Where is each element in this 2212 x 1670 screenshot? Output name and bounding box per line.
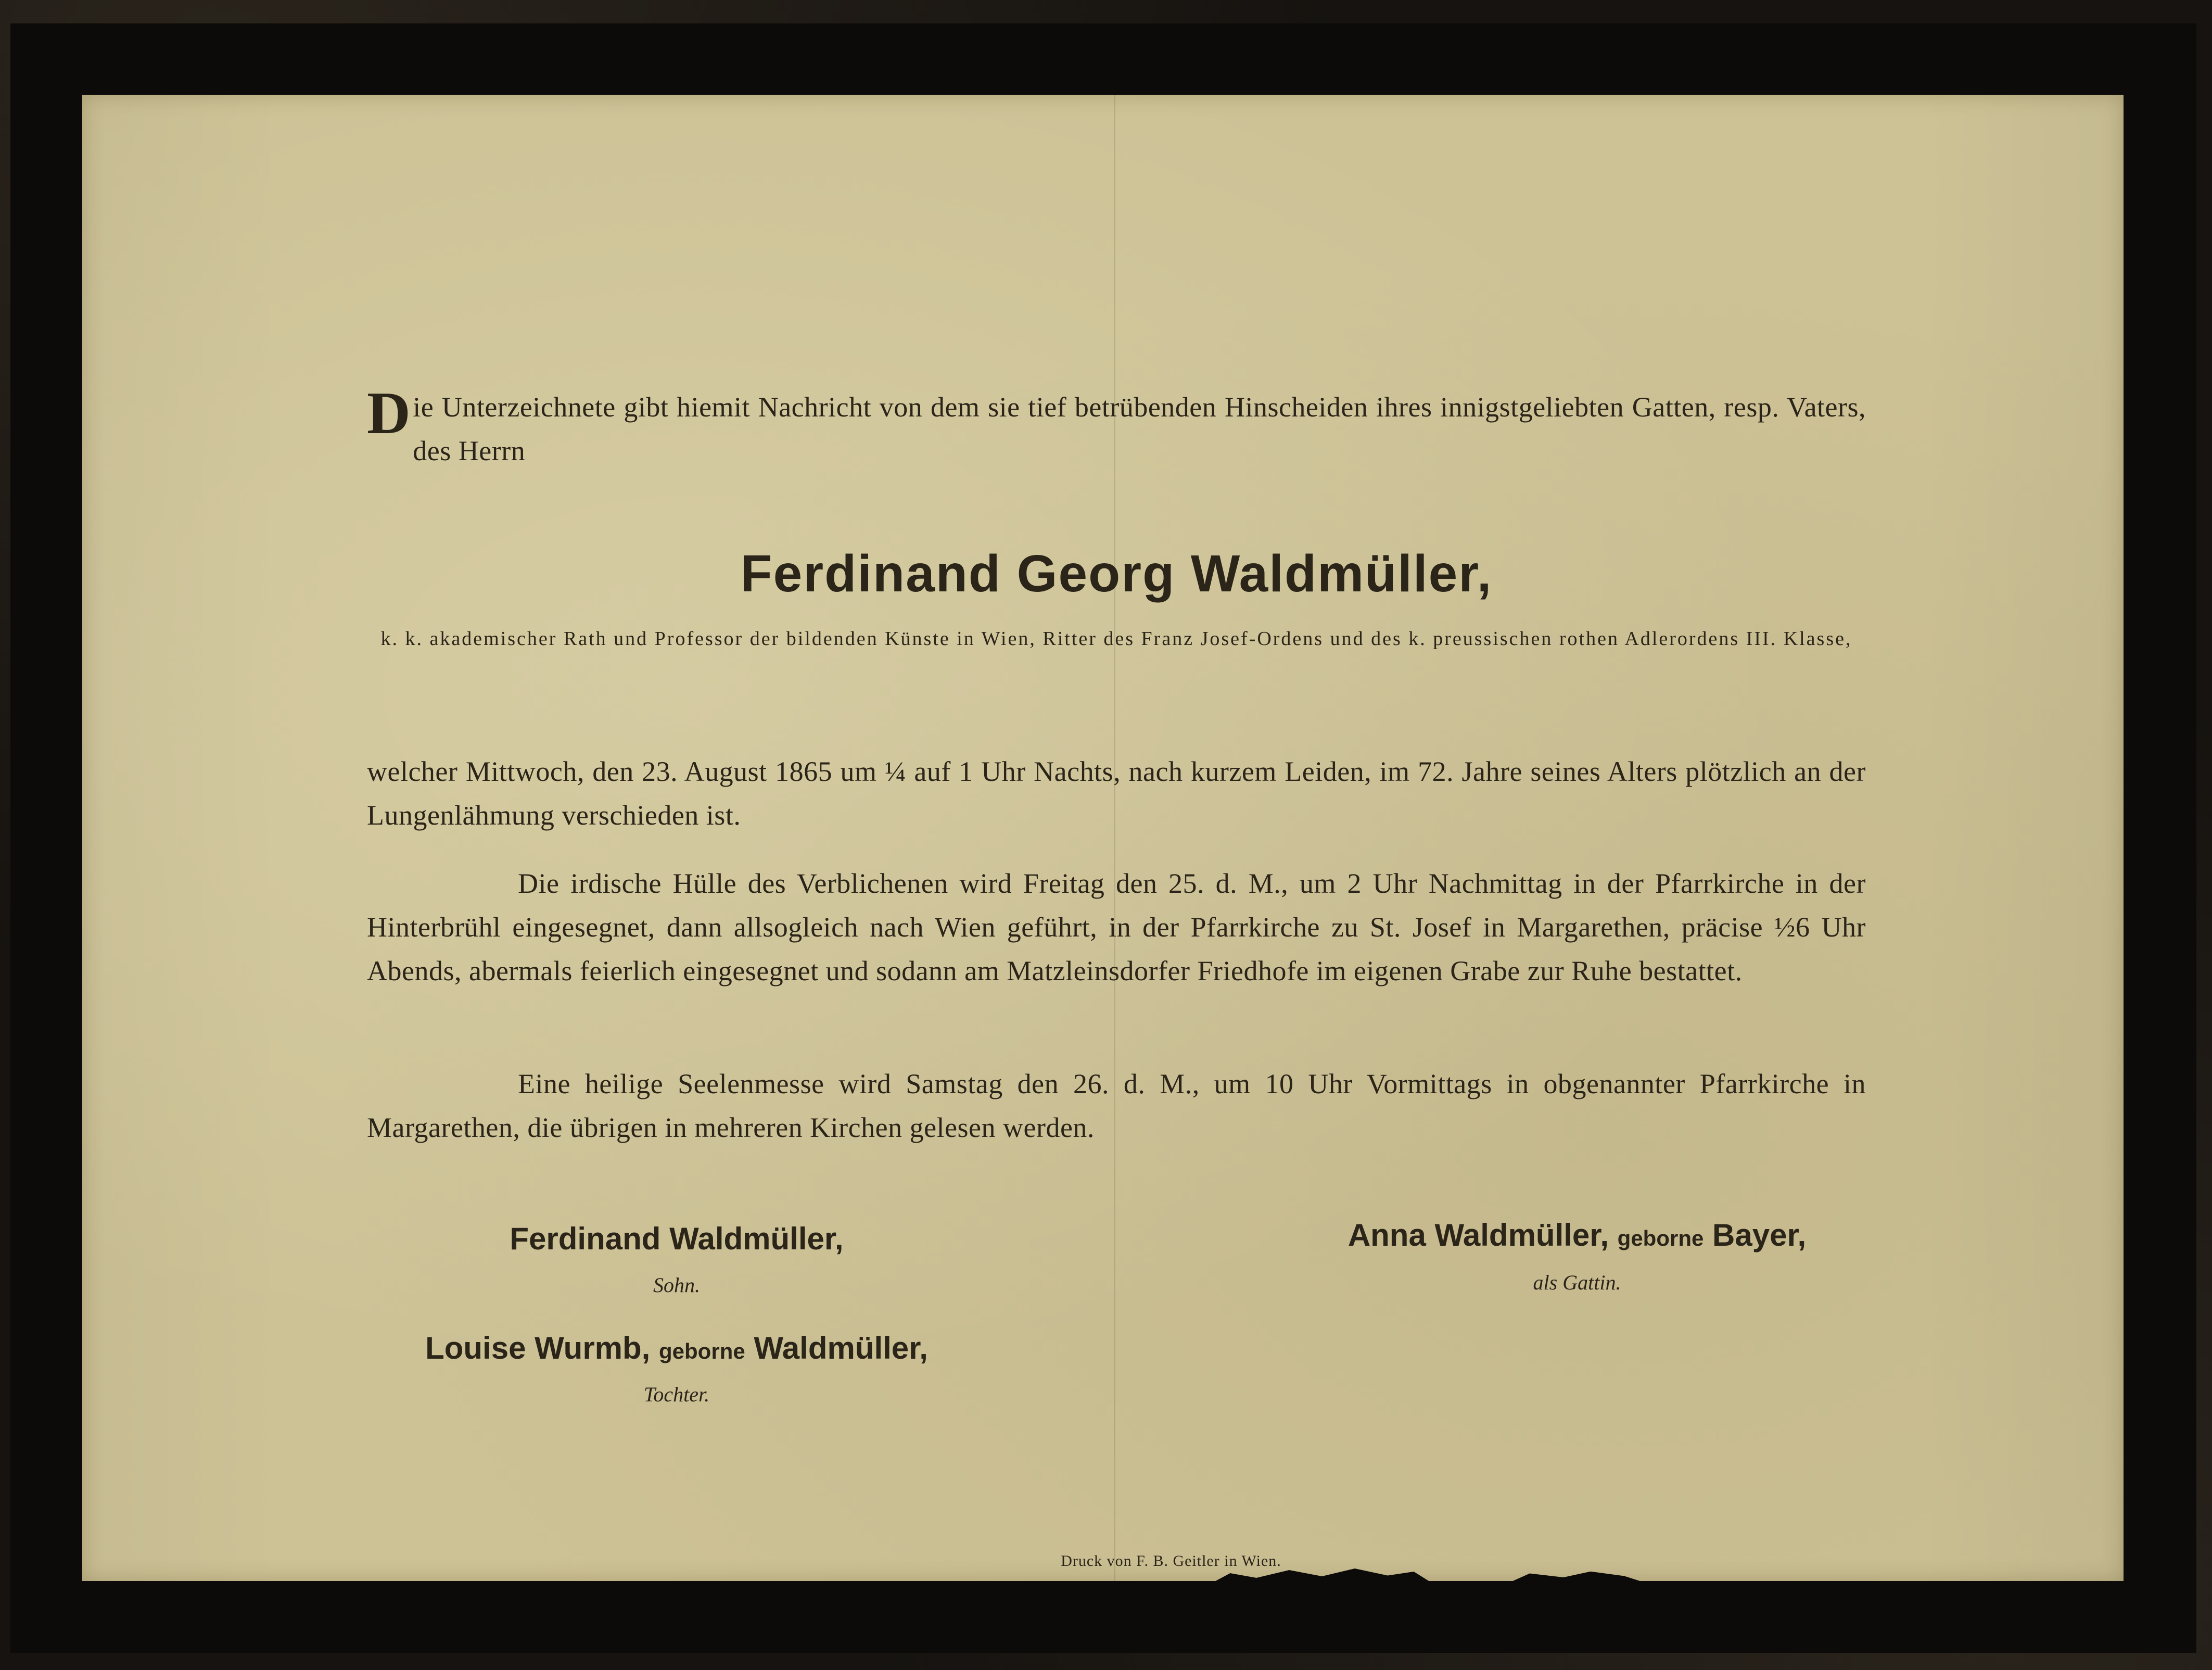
drop-cap: D [367,380,411,447]
daughter-name-first: Louise Wurmb, [425,1331,651,1365]
death-paragraph: welcher Mittwoch, den 23. August 1865 um ¼ auf 1 Uhr Nachts, nach kurzem Leiden, im 72. Jahre seines Alters plötzlich an der Lungenlähmung verschieden ist. [367,756,1866,831]
daughter-name-note: geborne [659,1339,745,1363]
intro-paragraph [367,380,1866,473]
mass-paragraph [367,1062,1866,1149]
signatory-son-name: Ferdinand Waldmüller, [510,1221,844,1256]
deceased-name: Ferdinand Georg Waldmüller, [740,545,1493,603]
signatory-wife-role: als Gattin. [1533,1271,1621,1294]
wife-name-note: geborne [1617,1226,1704,1250]
printer-imprint: Druck von F. B. Geitler in Wien. [1061,1552,1281,1570]
signatory-wife-name [1213,1217,1941,1253]
intro-text: ie Unterzeichnete gibt hiemit Nachricht von dem sie tief betrübenden Hinscheiden ihres innigstgeliebten Gatten, resp. Vaters, des Herrn [413,391,1866,466]
daughter-name-last: Waldmüller, [754,1331,928,1365]
mass-text: Eine heilige Seelenmesse wird Samstag den 26. d. M., um 10 Uhr Vormittags in obgenannter Pfarrkirche in Margarethen, die übrigen in mehreren Kirchen gelesen werden. [367,1068,1866,1143]
signatory-daughter-name [312,1330,1041,1366]
wife-name-first: Anna Waldmüller, [1347,1218,1609,1252]
burial-text: Die irdische Hülle des Verblichenen wird Freitag den 25. d. M., um 2 Uhr Nachmittag in der Pfarrkirche in der Hinterbrühl eingesegnet, dann allsogleich nach Wien geführt, in der Pfarrkirche zu St. Josef in Margarethen, präcise ½6 Uhr Abends, abermals feierlich eingesegnet und sodann am Matzleinsdorfer Friedhofe im eigenen Grabe zur Ruhe bestattet. [367,868,1866,986]
burial-paragraph [367,862,1866,993]
signatory-son-role: Sohn. [653,1273,700,1297]
paper-fold-line [1114,95,1115,1581]
wife-name-last: Bayer, [1712,1218,1807,1252]
deceased-honors: k. k. akademischer Rath und Professor der bildenden Künste in Wien, Ritter des Franz Josef-Ordens und des k. preussischen rothen Adlerordens III. Klasse, [380,628,1852,650]
signatory-daughter-role: Tochter. [643,1383,710,1406]
